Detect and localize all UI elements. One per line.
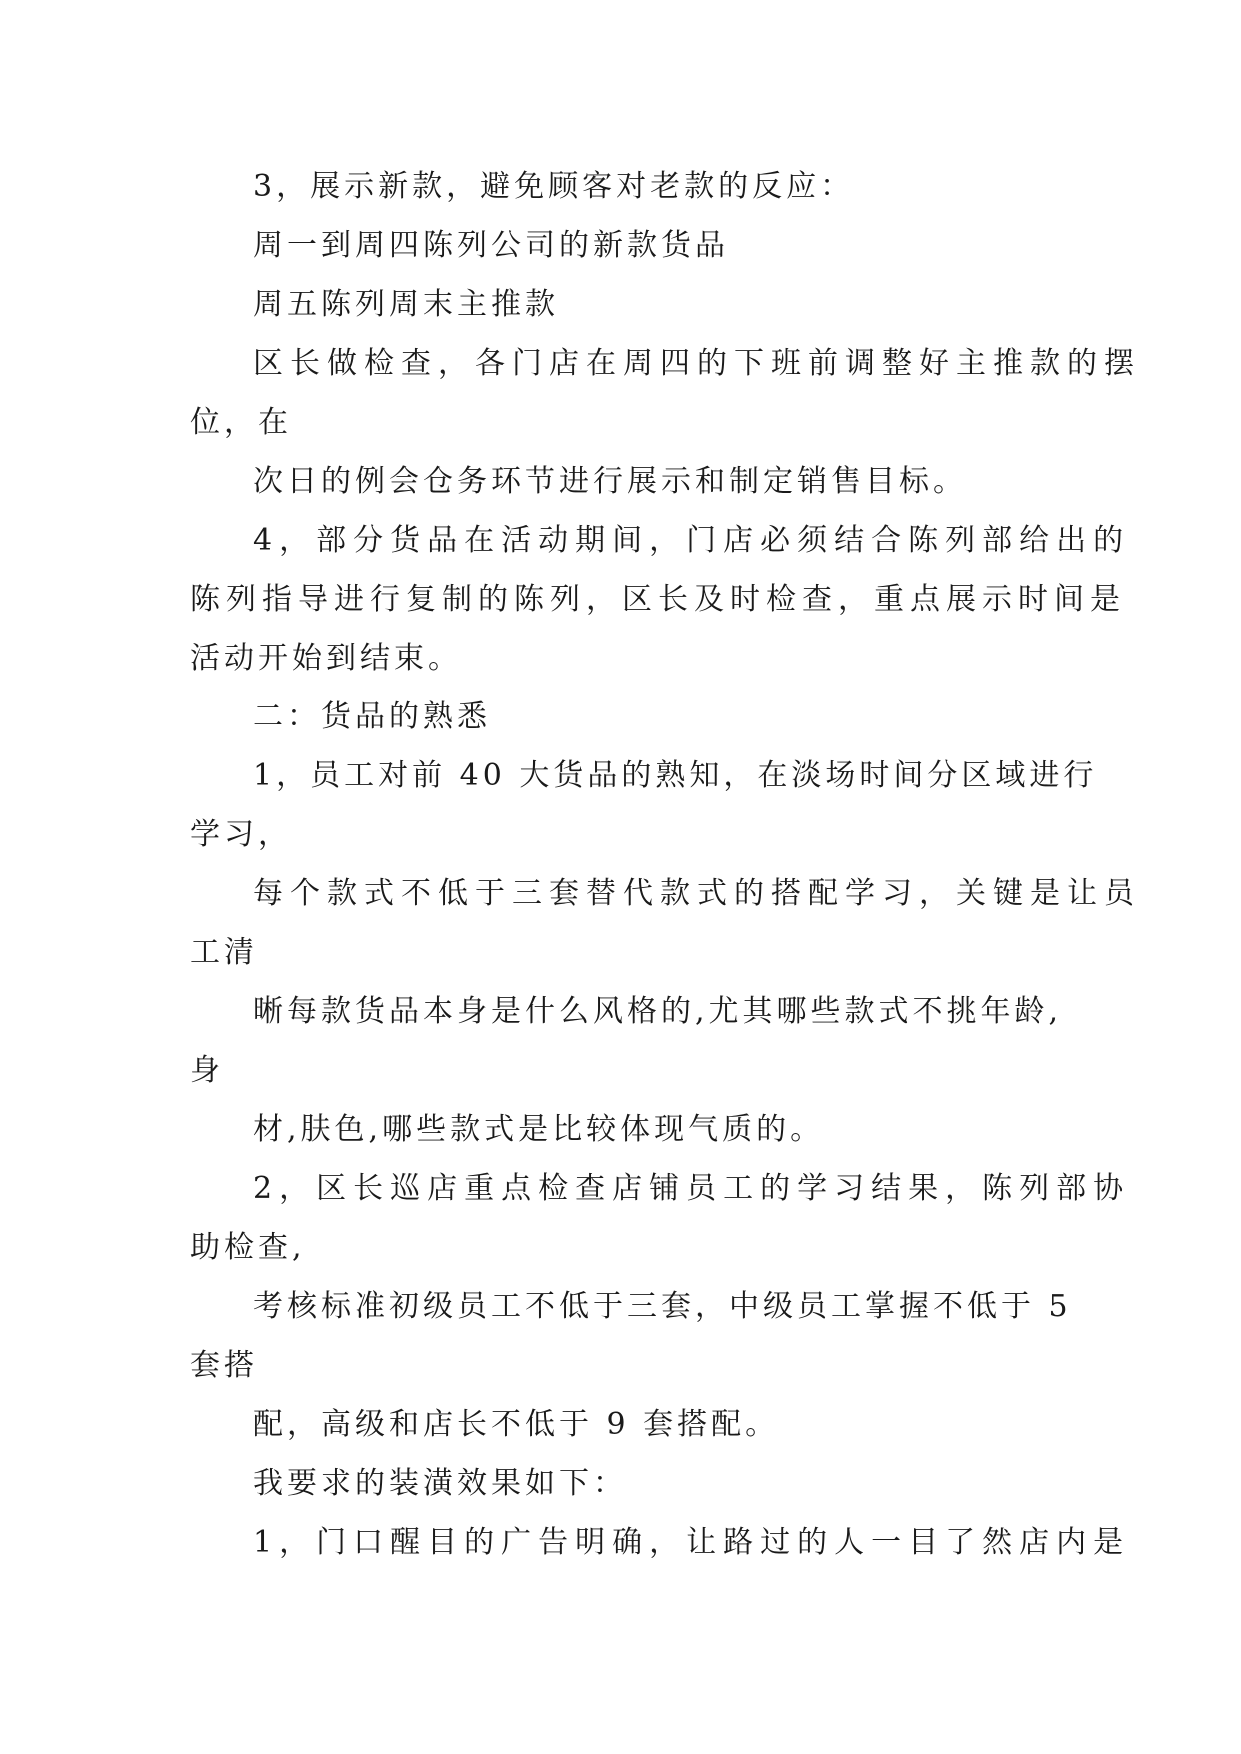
text-line: 1，门口醒目的广告明确，让路过的人一目了然店内是 <box>253 1525 1131 1560</box>
text-line: 4，部分货品在活动期间，门店必须结合陈列部给出的 <box>253 523 1131 558</box>
text-line: 配，高级和店长不低于 9 套搭配。 <box>253 1407 780 1442</box>
text-line: 活动开始到结束。 <box>190 641 462 676</box>
text-line: 身 <box>190 1053 224 1088</box>
text-line: 二：货品的熟悉 <box>253 699 491 734</box>
text-line: 周一到周四陈列公司的新款货品 <box>253 228 729 263</box>
text-line: 晰每款货品本身是什么风格的,尤其哪些款式不挑年龄, <box>253 994 1063 1029</box>
text-line: 位，在 <box>190 405 292 440</box>
text-line: 每个款式不低于三套替代款式的搭配学习，关键是让员 <box>253 876 1141 911</box>
text-line: 周五陈列周末主推款 <box>253 287 559 322</box>
text-line: 考核标准初级员工不低于三套，中级员工掌握不低于 5 <box>253 1289 1072 1324</box>
text-line: 区长做检查，各门店在周四的下班前调整好主推款的摆 <box>253 346 1141 381</box>
text-line: 2，区长巡店重点检查店铺员工的学习结果，陈列部协 <box>253 1171 1131 1206</box>
text-line: 套搭 <box>190 1348 258 1383</box>
text-line: 1，员工对前 40 大货品的熟知，在淡场时间分区域进行 <box>253 758 1098 793</box>
text-line: 工清 <box>190 935 258 970</box>
text-line: 3，展示新款，避免顾客对老款的反应： <box>253 169 855 204</box>
text-line: 助检查, <box>190 1230 306 1265</box>
text-line: 陈列指导进行复制的陈列，区长及时检查，重点展示时间是 <box>190 582 1126 617</box>
text-line: 我要求的装潢效果如下： <box>253 1466 627 1501</box>
text-line: 学习， <box>190 817 292 852</box>
text-line: 材,肤色,哪些款式是比较体现气质的。 <box>253 1112 825 1147</box>
text-line: 次日的例会仓务环节进行展示和制定销售目标。 <box>253 464 967 499</box>
